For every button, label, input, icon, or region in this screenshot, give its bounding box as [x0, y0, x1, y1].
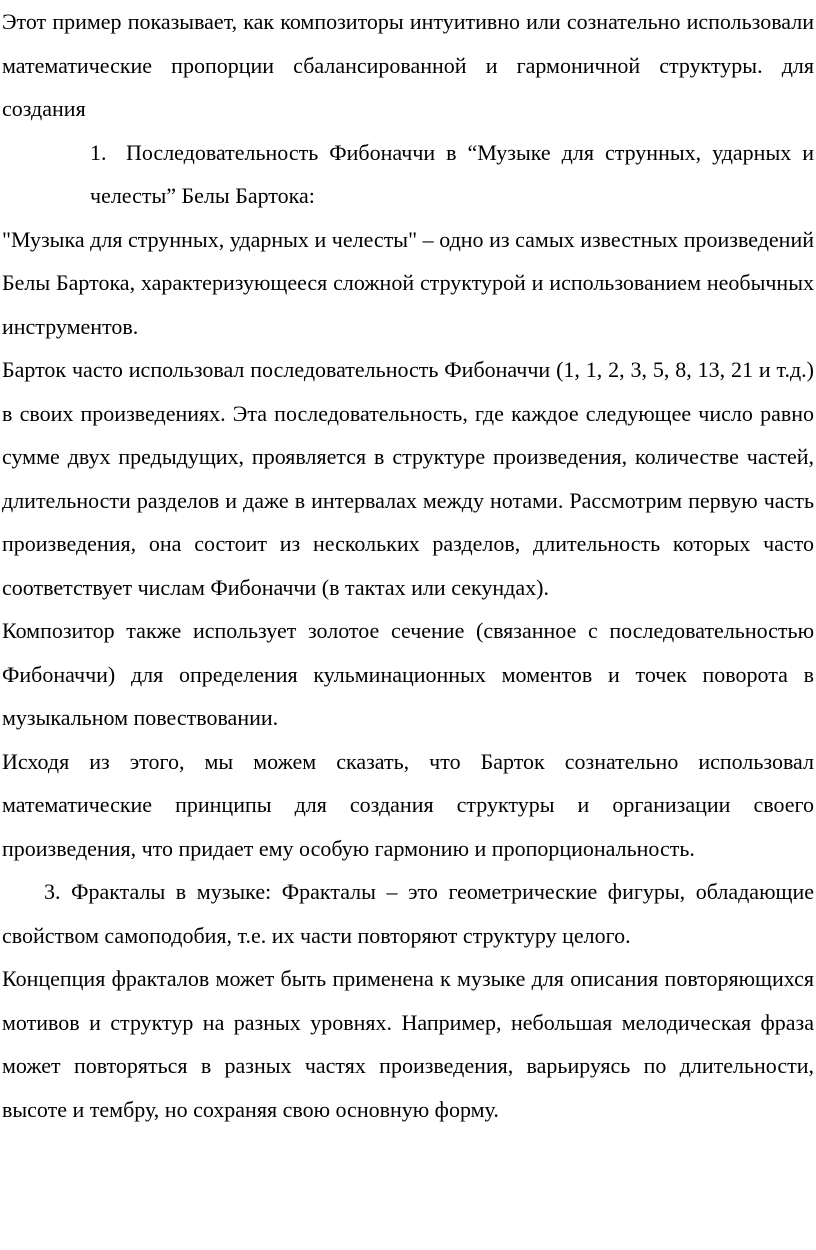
list-marker: 1. — [90, 139, 107, 165]
list-item-fibonacci — [2, 131, 814, 218]
paragraph-fibonacci-usage: Барток часто использовал последовательность Фибоначчи (1, 1, 2, 3, 5, 8, 13, 21 и т.д.) в своих произведениях. Эта последовательность, где каждое следующее число равно сумме двух предыдущих, проявляется в структуре произведения, количестве частей, длительности разделов и даже в интервалах между нотами. Рассмотрим первую часть произведения, она состоит из нескольких разделов, длительность которых часто соответствует числам Фибоначчи (в тактах или секундах). — [2, 357, 814, 600]
list-item-text: Последовательность Фибоначчи в “Музыке для струнных, ударных и челесты” Белы Бартока: — [90, 139, 814, 208]
paragraph-fractals-concept: Концепция фракталов может быть применена к музыке для описания повторяющихся мотивов и структур на разных уровнях. Например, небольшая мелодическая фраза может повторяться в разных частях произведения, варьируясь по длительности, высоте и тембру, но сохраняя свою основную форму. — [2, 966, 814, 1122]
paragraph-fractals-heading: 3. Фракталы в музыке: Фракталы – это геометрические фигуры, обладающие свойством самоподобия, т.е. их части повторяют структуру целого. — [2, 879, 814, 948]
paragraph-work-description: "Музыка для струнных, ударных и челесты" – одно из самых известных произведений Белы Бартока, характеризующееся сложной структурой и использованием необычных инструментов. — [2, 226, 814, 339]
paragraph-intro: Этот пример показывает, как композиторы интуитивно или сознательно использовали математические пропорции сбалансированной и гармоничной структуры. для создания — [2, 9, 814, 121]
paragraph-conclusion: Исходя из этого, мы можем сказать, что Барток сознательно использовал математические принципы для создания структуры и организации своего произведения, что придает ему особую гармонию и пропорциональность. — [2, 748, 814, 861]
paragraph-golden-section: Композитор также использует золотое сечение (связанное с последовательностью Фибоначчи) для определения кульминационных моментов и точек поворота в музыкальном повествовании. — [2, 618, 814, 730]
